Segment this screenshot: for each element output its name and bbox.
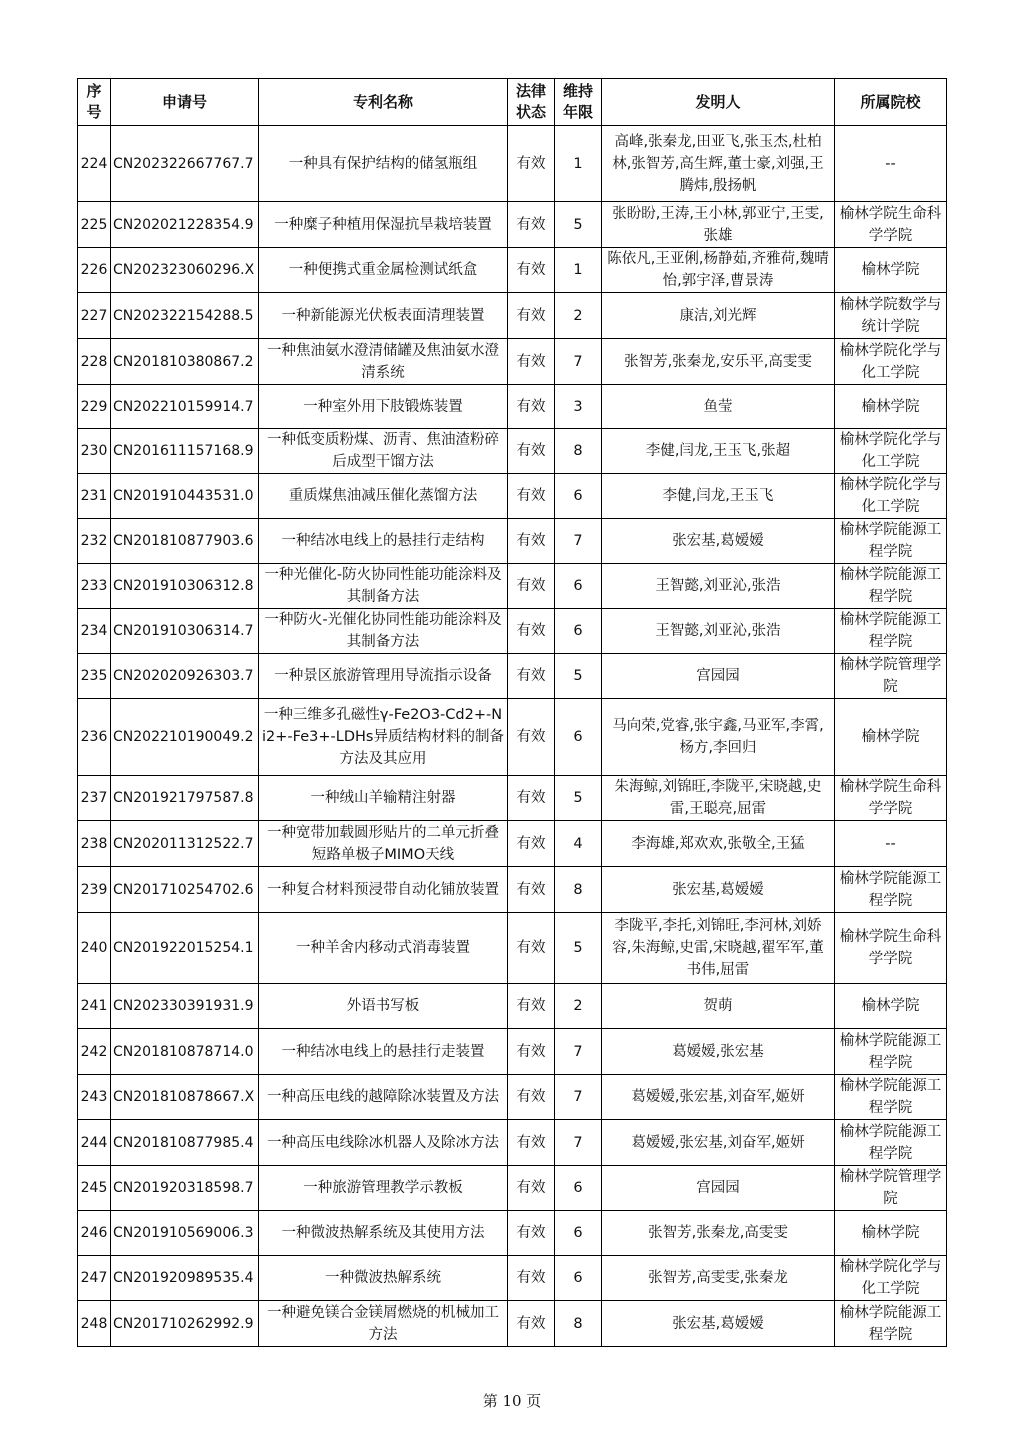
row-school: 榆林学院 <box>835 385 947 429</box>
row-patent-name: 一种新能源光伏板表面清理装置 <box>259 293 508 339</box>
row-inventors: 葛嫒嫒,张宏基 <box>602 1029 835 1075</box>
row-app-no: CN202322154288.5 <box>111 293 259 339</box>
row-legal-status: 有效 <box>508 202 555 248</box>
table-row <box>78 1256 947 1301</box>
row-patent-name: 一种三维多孔磁性γ-Fe2O3-Cd2+-Ni2+-Fe3+-LDHs异质结构材料的制备方法及其应用 <box>259 699 508 776</box>
row-school: 榆林学院能源工程学院 <box>835 1029 947 1075</box>
row-patent-name: 一种微波热解系统 <box>259 1256 508 1301</box>
row-school: 榆林学院能源工程学院 <box>835 609 947 654</box>
table-row <box>78 385 947 429</box>
row-years: 5 <box>555 202 602 248</box>
row-years: 7 <box>555 339 602 385</box>
row-app-no: CN202020926303.7 <box>111 654 259 699</box>
row-app-no: CN201910306312.8 <box>111 564 259 609</box>
row-legal-status: 有效 <box>508 564 555 609</box>
row-school: 榆林学院生命科学学院 <box>835 776 947 821</box>
row-patent-name: 一种低变质粉煤、沥青、焦油渣粉碎后成型干馏方法 <box>259 429 508 474</box>
row-school: 榆林学院能源工程学院 <box>835 519 947 564</box>
table-row <box>78 867 947 913</box>
row-years: 2 <box>555 293 602 339</box>
table-row <box>78 821 947 867</box>
row-patent-name: 外语书写板 <box>259 984 508 1029</box>
row-inventors: 李陇平,李托,刘锦旺,李河林,刘娇容,朱海鲸,史雷,宋晓越,翟军军,董书伟,屈雷 <box>602 913 835 984</box>
row-legal-status: 有效 <box>508 429 555 474</box>
row-legal-status: 有效 <box>508 293 555 339</box>
row-index: 240 <box>78 913 111 984</box>
row-legal-status: 有效 <box>508 821 555 867</box>
row-inventors: 李海雄,郑欢欢,张敬全,王猛 <box>602 821 835 867</box>
row-inventors: 葛嫒嫒,张宏基,刘奋军,姬妍 <box>602 1075 835 1120</box>
row-inventors: 朱海鲸,刘锦旺,李陇平,宋晓越,史雷,王聪亮,屈雷 <box>602 776 835 821</box>
header-school: 所属院校 <box>835 79 947 126</box>
row-school: 榆林学院化学与化工学院 <box>835 429 947 474</box>
row-years: 1 <box>555 126 602 202</box>
row-inventors: 陈依凡,王亚俐,杨静茹,齐雅荷,魏晴怡,郭宇泽,曹景涛 <box>602 248 835 293</box>
row-years: 3 <box>555 385 602 429</box>
row-inventors: 李健,闫龙,王玉飞,张超 <box>602 429 835 474</box>
row-app-no: CN201710262992.9 <box>111 1301 259 1347</box>
row-years: 7 <box>555 519 602 564</box>
row-patent-name: 一种旅游管理教学示教板 <box>259 1166 508 1211</box>
row-years: 6 <box>555 1256 602 1301</box>
row-school: 榆林学院化学与化工学院 <box>835 1256 947 1301</box>
row-patent-name: 一种防火-光催化协同性能功能涂料及其制备方法 <box>259 609 508 654</box>
row-legal-status: 有效 <box>508 1211 555 1256</box>
row-legal-status: 有效 <box>508 1166 555 1211</box>
row-patent-name: 一种宽带加载圆形贴片的二单元折叠短路单极子MIMO天线 <box>259 821 508 867</box>
table-row <box>78 126 947 202</box>
row-patent-name: 一种高压电线除冰机器人及除冰方法 <box>259 1120 508 1166</box>
row-index: 246 <box>78 1211 111 1256</box>
row-patent-name: 一种羊舍内移动式消毒装置 <box>259 913 508 984</box>
row-years: 2 <box>555 984 602 1029</box>
row-patent-name: 一种便携式重金属检测试纸盒 <box>259 248 508 293</box>
table-row <box>78 913 947 984</box>
row-app-no: CN201611157168.9 <box>111 429 259 474</box>
header-inventors: 发明人 <box>602 79 835 126</box>
table-row <box>78 519 947 564</box>
row-index: 235 <box>78 654 111 699</box>
row-index: 241 <box>78 984 111 1029</box>
row-school: 榆林学院化学与化工学院 <box>835 474 947 519</box>
row-app-no: CN201910306314.7 <box>111 609 259 654</box>
row-school: 榆林学院化学与化工学院 <box>835 339 947 385</box>
row-inventors: 高峰,张秦龙,田亚飞,张玉杰,杜柏林,张智芳,高生辉,董士豪,刘强,王腾炜,殷扬帆 <box>602 126 835 202</box>
row-inventors: 张宏基,葛嫒嫒 <box>602 867 835 913</box>
table-row <box>78 776 947 821</box>
table-row <box>78 248 947 293</box>
row-years: 1 <box>555 248 602 293</box>
row-patent-name: 一种高压电线的越障除冰装置及方法 <box>259 1075 508 1120</box>
row-school: 榆林学院能源工程学院 <box>835 1301 947 1347</box>
row-legal-status: 有效 <box>508 609 555 654</box>
table-row <box>78 474 947 519</box>
page-number: 第 10 页 <box>482 1392 542 1410</box>
table-row <box>78 1120 947 1166</box>
header-row <box>78 79 947 126</box>
row-patent-name: 一种糜子种植用保湿抗旱栽培装置 <box>259 202 508 248</box>
row-legal-status: 有效 <box>508 1256 555 1301</box>
table-row <box>78 202 947 248</box>
row-index: 231 <box>78 474 111 519</box>
row-app-no: CN201910569006.3 <box>111 1211 259 1256</box>
row-years: 5 <box>555 654 602 699</box>
row-school: 榆林学院能源工程学院 <box>835 1075 947 1120</box>
row-inventors: 马向荣,党睿,张宇鑫,马亚军,李霄,杨方,李回归 <box>602 699 835 776</box>
row-years: 4 <box>555 821 602 867</box>
row-patent-name: 一种微波热解系统及其使用方法 <box>259 1211 508 1256</box>
row-index: 242 <box>78 1029 111 1075</box>
row-inventors: 张宏基,葛嫒嫒 <box>602 519 835 564</box>
row-inventors: 张智芳,张秦龙,安乐平,高雯雯 <box>602 339 835 385</box>
row-app-no: CN201710254702.6 <box>111 867 259 913</box>
row-years: 8 <box>555 867 602 913</box>
row-index: 247 <box>78 1256 111 1301</box>
row-index: 228 <box>78 339 111 385</box>
row-years: 7 <box>555 1075 602 1120</box>
row-school: 榆林学院生命科学学院 <box>835 202 947 248</box>
row-legal-status: 有效 <box>508 913 555 984</box>
row-school: -- <box>835 126 947 202</box>
row-patent-name: 一种光催化-防火协同性能功能涂料及其制备方法 <box>259 564 508 609</box>
row-inventors: 贺萌 <box>602 984 835 1029</box>
row-years: 6 <box>555 1166 602 1211</box>
table-row <box>78 339 947 385</box>
row-school: 榆林学院 <box>835 1211 947 1256</box>
row-app-no: CN202330391931.9 <box>111 984 259 1029</box>
table-header <box>78 79 947 126</box>
header-name: 专利名称 <box>259 79 508 126</box>
row-inventors: 张宏基,葛嫒嫒 <box>602 1301 835 1347</box>
row-years: 6 <box>555 1211 602 1256</box>
row-legal-status: 有效 <box>508 1301 555 1347</box>
row-patent-name: 一种复合材料预浸带自动化铺放装置 <box>259 867 508 913</box>
row-school: 榆林学院 <box>835 248 947 293</box>
table-row <box>78 1166 947 1211</box>
row-legal-status: 有效 <box>508 519 555 564</box>
row-legal-status: 有效 <box>508 126 555 202</box>
row-legal-status: 有效 <box>508 776 555 821</box>
row-inventors: 张智芳,张秦龙,高雯雯 <box>602 1211 835 1256</box>
row-school: 榆林学院能源工程学院 <box>835 1120 947 1166</box>
row-index: 243 <box>78 1075 111 1120</box>
row-app-no: CN201810877985.4 <box>111 1120 259 1166</box>
row-legal-status: 有效 <box>508 385 555 429</box>
row-index: 234 <box>78 609 111 654</box>
row-app-no: CN201921797587.8 <box>111 776 259 821</box>
row-app-no: CN201910443531.0 <box>111 474 259 519</box>
row-index: 239 <box>78 867 111 913</box>
row-app-no: CN202322667767.7 <box>111 126 259 202</box>
table-row <box>78 1211 947 1256</box>
row-school: 榆林学院能源工程学院 <box>835 564 947 609</box>
row-inventors: 鱼莹 <box>602 385 835 429</box>
row-patent-name: 一种避免镁合金镁屑燃烧的机械加工方法 <box>259 1301 508 1347</box>
row-app-no: CN201810877903.6 <box>111 519 259 564</box>
row-app-no: CN201810380867.2 <box>111 339 259 385</box>
row-years: 5 <box>555 913 602 984</box>
row-legal-status: 有效 <box>508 1075 555 1120</box>
row-inventors: 王智懿,刘亚沁,张浩 <box>602 609 835 654</box>
row-patent-name: 一种绒山羊输精注射器 <box>259 776 508 821</box>
table-row <box>78 609 947 654</box>
row-legal-status: 有效 <box>508 339 555 385</box>
row-app-no: CN201920989535.4 <box>111 1256 259 1301</box>
row-patent-name: 一种结冰电线上的悬挂行走结构 <box>259 519 508 564</box>
row-index: 238 <box>78 821 111 867</box>
row-patent-name: 一种景区旅游管理用导流指示设备 <box>259 654 508 699</box>
table-row <box>78 984 947 1029</box>
row-years: 6 <box>555 474 602 519</box>
table-row <box>78 699 947 776</box>
row-app-no: CN201920318598.7 <box>111 1166 259 1211</box>
row-app-no: CN201922015254.1 <box>111 913 259 984</box>
patent-table <box>77 78 947 1347</box>
row-index: 236 <box>78 699 111 776</box>
row-app-no: CN202323060296.X <box>111 248 259 293</box>
row-index: 229 <box>78 385 111 429</box>
table-row <box>78 1029 947 1075</box>
row-legal-status: 有效 <box>508 654 555 699</box>
row-inventors: 李健,闫龙,王玉飞 <box>602 474 835 519</box>
row-app-no: CN202021228354.9 <box>111 202 259 248</box>
row-index: 224 <box>78 126 111 202</box>
row-school: 榆林学院数学与统计学院 <box>835 293 947 339</box>
row-school: 榆林学院生命科学学院 <box>835 913 947 984</box>
row-index: 233 <box>78 564 111 609</box>
row-years: 6 <box>555 699 602 776</box>
row-inventors: 康洁,刘光辉 <box>602 293 835 339</box>
row-school: -- <box>835 821 947 867</box>
row-years: 7 <box>555 1120 602 1166</box>
row-inventors: 张盼盼,王涛,王小林,郭亚宁,王雯,张雄 <box>602 202 835 248</box>
row-patent-name: 一种焦油氨水澄清储罐及焦油氨水澄清系统 <box>259 339 508 385</box>
row-index: 230 <box>78 429 111 474</box>
row-years: 6 <box>555 564 602 609</box>
row-years: 7 <box>555 1029 602 1075</box>
row-legal-status: 有效 <box>508 1029 555 1075</box>
table-body <box>78 126 947 1347</box>
table-row <box>78 564 947 609</box>
row-index: 248 <box>78 1301 111 1347</box>
row-inventors: 宫园园 <box>602 1166 835 1211</box>
row-app-no: CN202210190049.2 <box>111 699 259 776</box>
row-school: 榆林学院能源工程学院 <box>835 867 947 913</box>
row-legal-status: 有效 <box>508 984 555 1029</box>
table-row <box>78 654 947 699</box>
row-legal-status: 有效 <box>508 699 555 776</box>
row-legal-status: 有效 <box>508 248 555 293</box>
row-inventors: 王智懿,刘亚沁,张浩 <box>602 564 835 609</box>
row-app-no: CN201810878714.0 <box>111 1029 259 1075</box>
table-row <box>78 429 947 474</box>
row-index: 232 <box>78 519 111 564</box>
header-years: 维持年限 <box>555 79 602 126</box>
table-row <box>78 1301 947 1347</box>
row-index: 245 <box>78 1166 111 1211</box>
row-years: 8 <box>555 1301 602 1347</box>
row-legal-status: 有效 <box>508 1120 555 1166</box>
row-inventors: 宫园园 <box>602 654 835 699</box>
row-years: 6 <box>555 609 602 654</box>
row-app-no: CN202210159914.7 <box>111 385 259 429</box>
row-school: 榆林学院管理学院 <box>835 654 947 699</box>
row-index: 227 <box>78 293 111 339</box>
row-index: 225 <box>78 202 111 248</box>
row-index: 237 <box>78 776 111 821</box>
table-row <box>78 1075 947 1120</box>
header-index: 序号 <box>78 79 111 126</box>
row-school: 榆林学院管理学院 <box>835 1166 947 1211</box>
row-patent-name: 一种室外用下肢锻炼装置 <box>259 385 508 429</box>
row-school: 榆林学院 <box>835 984 947 1029</box>
header-app-no: 申请号 <box>111 79 259 126</box>
row-years: 5 <box>555 776 602 821</box>
row-patent-name: 一种具有保护结构的储氢瓶组 <box>259 126 508 202</box>
row-app-no: CN202011312522.7 <box>111 821 259 867</box>
header-status: 法律状态 <box>508 79 555 126</box>
row-patent-name: 一种结冰电线上的悬挂行走装置 <box>259 1029 508 1075</box>
row-app-no: CN201810878667.X <box>111 1075 259 1120</box>
row-years: 8 <box>555 429 602 474</box>
row-index: 226 <box>78 248 111 293</box>
row-patent-name: 重质煤焦油减压催化蒸馏方法 <box>259 474 508 519</box>
row-inventors: 葛嫒嫒,张宏基,刘奋军,姬妍 <box>602 1120 835 1166</box>
row-index: 244 <box>78 1120 111 1166</box>
row-legal-status: 有效 <box>508 867 555 913</box>
row-school: 榆林学院 <box>835 699 947 776</box>
row-inventors: 张智芳,高雯雯,张秦龙 <box>602 1256 835 1301</box>
row-legal-status: 有效 <box>508 474 555 519</box>
table-row <box>78 293 947 339</box>
